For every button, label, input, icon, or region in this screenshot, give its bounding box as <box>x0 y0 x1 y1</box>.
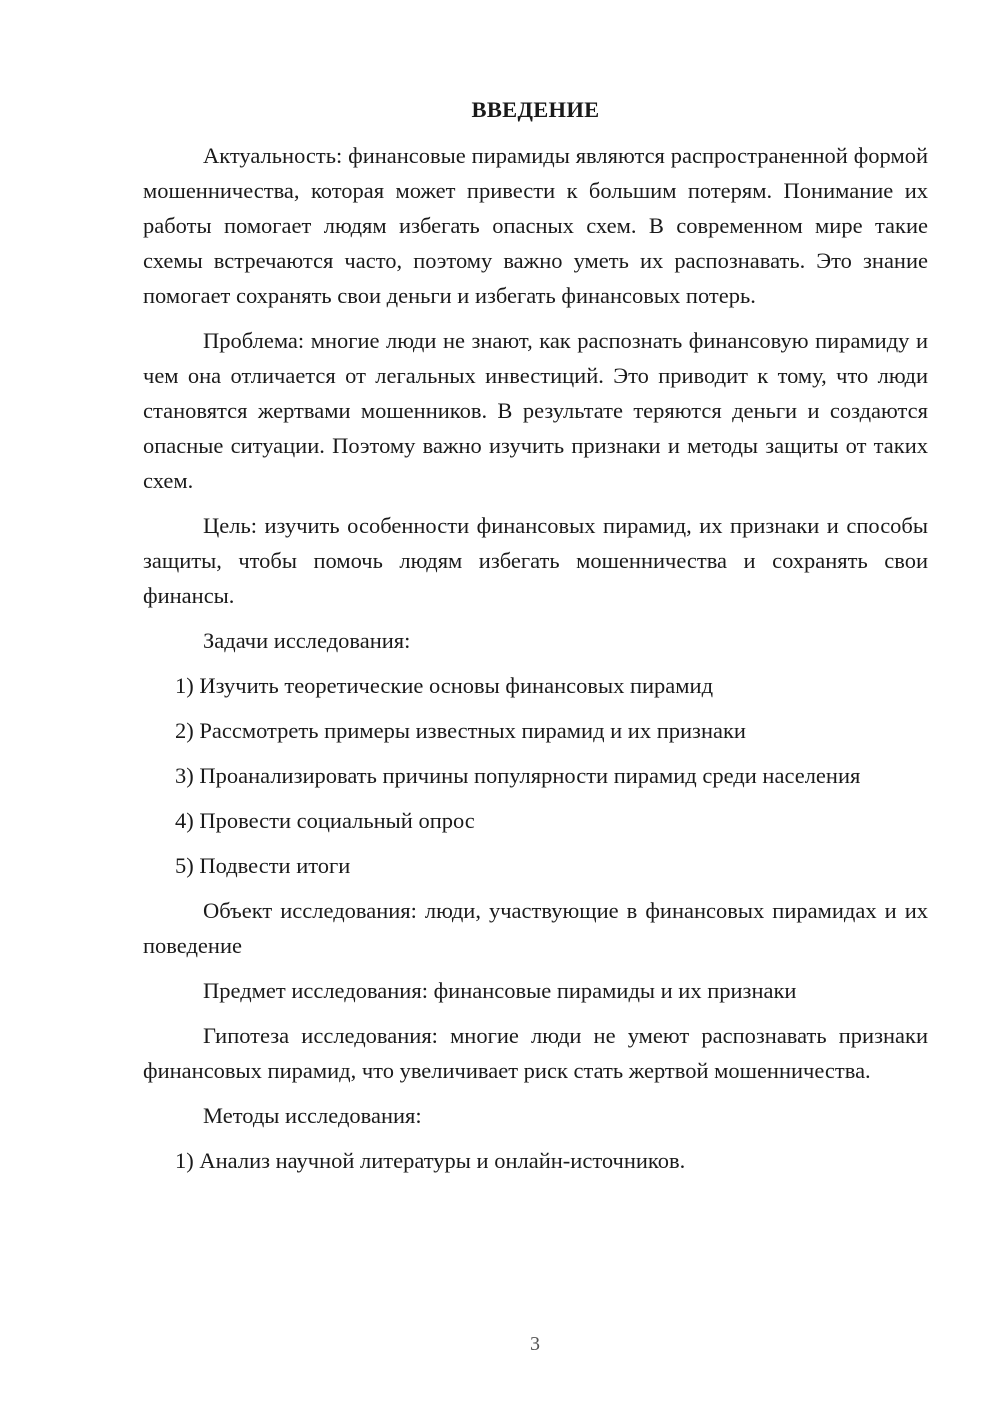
tasks-heading: Задачи исследования: <box>203 628 411 653</box>
task-item-5: 5) Подвести итоги <box>175 853 351 878</box>
document-page <box>143 92 928 1188</box>
section-title: ВВЕДЕНИЕ <box>471 97 600 122</box>
object-paragraph: Объект исследования: люди, участвующие в финансовых пирамидах и их поведение <box>143 898 928 958</box>
hypothesis-paragraph: Гипотеза исследования: многие люди не умеют распознавать признаки финансовых пирамид, что увеличивает риск стать жертвой мошенничества. <box>143 1023 928 1083</box>
page-number: 3 <box>530 1333 540 1355</box>
subject-paragraph: Предмет исследования: финансовые пирамиды и их признаки <box>203 978 797 1003</box>
task-item-3: 3) Проанализировать причины популярности пирамид среди населения <box>175 763 861 788</box>
method-item-1: 1) Анализ научной литературы и онлайн-источников. <box>175 1148 686 1173</box>
methods-heading: Методы исследования: <box>203 1103 422 1128</box>
task-item-4: 4) Провести социальный опрос <box>175 808 475 833</box>
problem-paragraph: Проблема: многие люди не знают, как распознать финансовую пирамиду и чем она отличается от легальных инвестиций. Это приводит к тому, что люди становятся жертвами мошенников. В результате теряются деньги и создаются опасные ситуации. Поэтому важно изучить признаки и методы защиты от таких схем. <box>143 328 928 493</box>
goal-paragraph: Цель: изучить особенности финансовых пирамид, их признаки и способы защиты, чтобы помочь людям избегать мошенничества и сохранять свои финансы. <box>143 513 928 608</box>
task-item-2: 2) Рассмотреть примеры известных пирамид и их признаки <box>175 718 746 743</box>
task-item-1: 1) Изучить теоретические основы финансовых пирамид <box>175 673 714 698</box>
relevance-paragraph: Актуальность: финансовые пирамиды являются распространенной формой мошенничества, которая может привести к большим потерям. Понимание их работы помогает людям избегать опасных схем. В современном мире такие схемы встречаются часто, поэтому важно уметь их распознавать. Это знание помогает сохранять свои деньги и избегать финансовых потерь. <box>143 143 928 308</box>
